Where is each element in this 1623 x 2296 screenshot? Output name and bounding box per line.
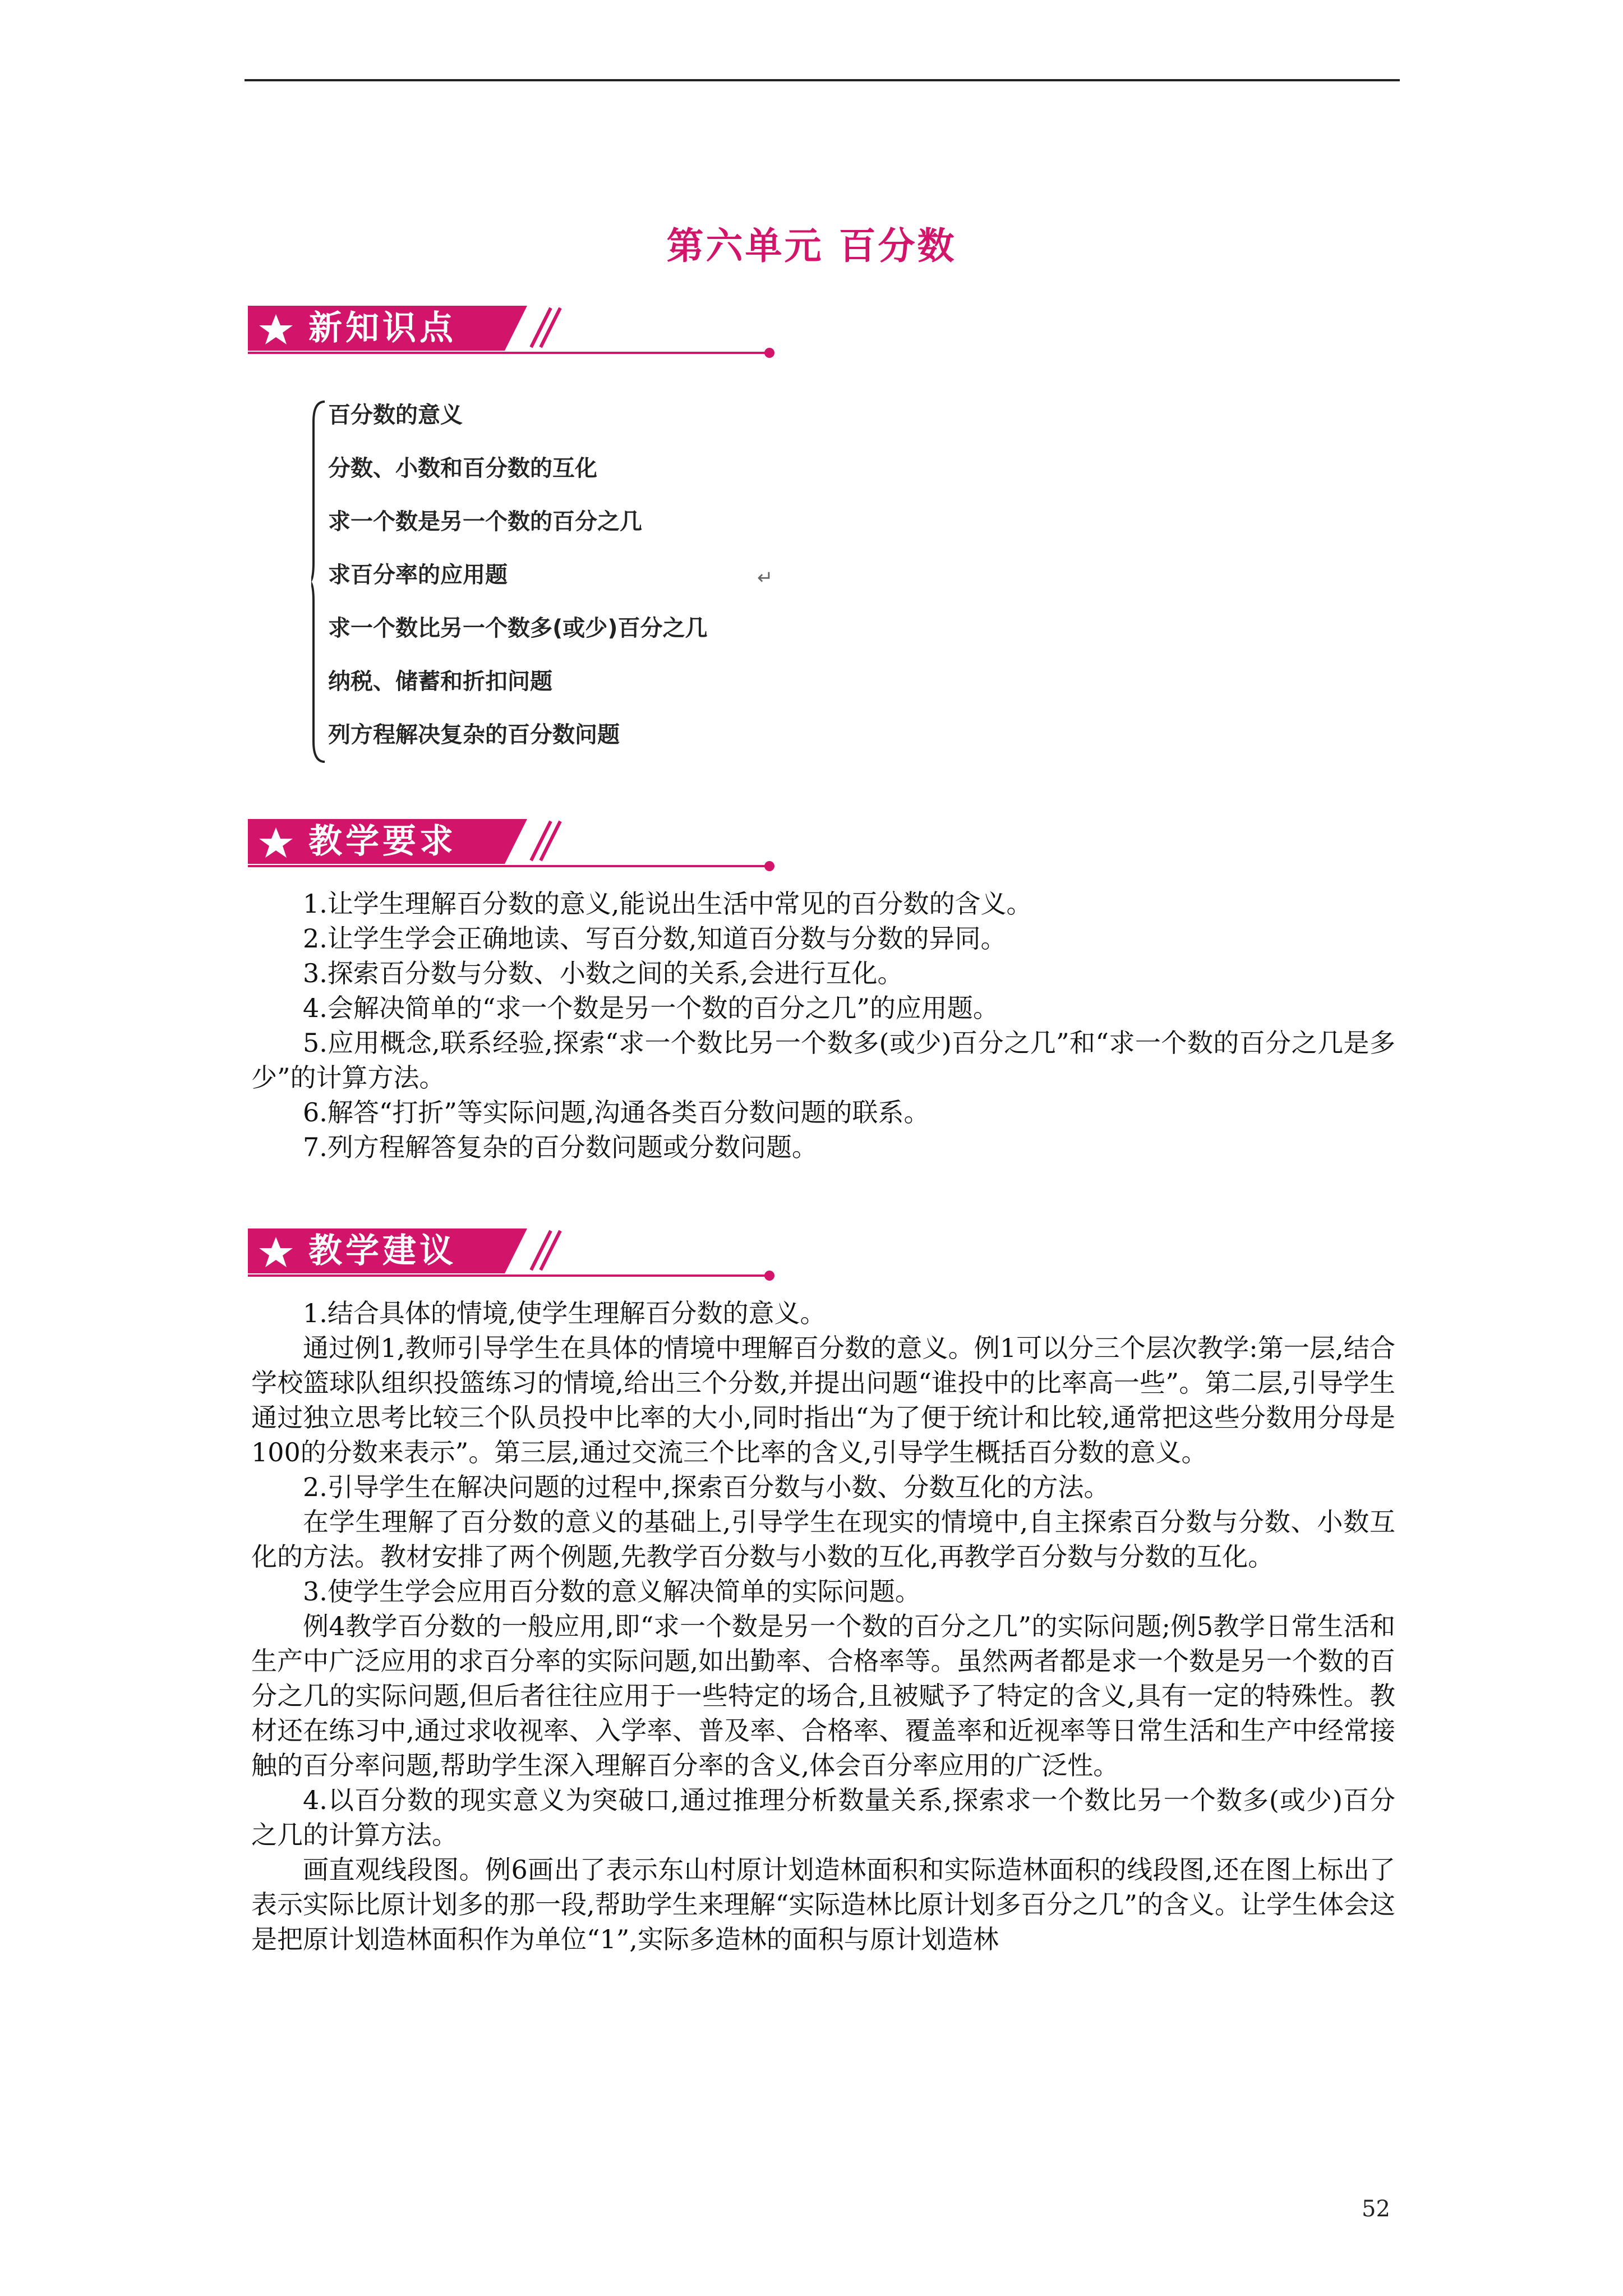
header-rule: [245, 79, 1400, 81]
section-header-new-knowledge: [248, 300, 781, 379]
suggestion-heading: 2.引导学生在解决问题的过程中,探索百分数与小数、分数互化的方法。: [303, 1472, 1110, 1502]
requirement-item: 6.解答“打折”等实际问题,沟通各类百分数问题的联系。: [303, 1097, 930, 1128]
knowledge-outline: [311, 399, 816, 764]
outline-item: 分数、小数和百分数的互化: [328, 455, 597, 481]
brace-icon: [311, 399, 327, 764]
suggestion-paragraph: 例4教学百分数的一般应用,即“求一个数是另一个数的百分之几”的实际问题;例5教学日常生活和生产中广泛应用的求百分率的实际问题,如出勤率、合格率等。虽然两者都是求一个数是另一个数的百分之几的实际问题,但后者往往应用于一些特定的场合,且被赋予了特定的含义,具有一定的特殊性。教材还在练习中,通过求收视率、入学率、普及率、合格率、覆盖率和近视率等日常生活和生产中经常接触的百分率问题,帮助学生深入理解百分率的含义,体会百分率应用的广泛性。: [251, 1611, 1395, 1780]
suggestion-heading: 4.以百分数的现实意义为突破口,通过推理分析数量关系,探索求一个数比另一个数多(或少)百分之几的计算方法。: [251, 1785, 1395, 1850]
suggestion-paragraph: 在学生理解了百分数的意义的基础上,引导学生在现实的情境中,自主探索百分数与分数、小数互化的方法。教材安排了两个例题,先教学百分数与小数的互化,再教学百分数与分数的互化。: [251, 1507, 1395, 1572]
requirement-item: 7.列方程解答复杂的百分数问题或分数问题。: [303, 1132, 818, 1162]
dot-icon: [764, 348, 774, 358]
outline-item: 求一个数是另一个数的百分之几: [328, 509, 642, 535]
requirement-item: 1.让学生理解百分数的意义,能说出生活中常见的百分数的含义。: [303, 889, 1032, 919]
outline-item: 求百分率的应用题: [328, 562, 508, 588]
requirements-list: [251, 886, 1395, 1165]
suggestion-paragraph: 画直观线段图。例6画出了表示东山村原计划造林面积和实际造林面积的线段图,还在图上标出了表示实际比原计划多的那一段,帮助学生来理解“实际造林比原计划多百分之几”的含义。让学生体会这是把原计划造林面积作为单位“1”,实际多造林的面积与原计划造林: [251, 1855, 1395, 1954]
section-title: 教学建议: [308, 1231, 457, 1271]
section-title: 教学要求: [308, 822, 457, 861]
requirement-item: 4.会解决简单的“求一个数是另一个数的百分之几”的应用题。: [303, 993, 999, 1023]
dot-icon: [764, 861, 774, 871]
return-arrow-icon: ↵: [757, 567, 773, 589]
outline-item: 纳税、储蓄和折扣问题: [328, 669, 552, 694]
suggestions-body: [251, 1296, 1395, 1957]
outline-item: 百分数的意义: [328, 402, 463, 428]
section-title: 新知识点: [308, 309, 457, 348]
section-header-teaching-requirements: [248, 813, 781, 892]
dot-icon: [764, 1271, 774, 1281]
requirement-item: 2.让学生学会正确地读、写百分数,知道百分数与分数的异同。: [303, 923, 1007, 954]
outline-item: 列方程解决复杂的百分数问题: [328, 722, 620, 748]
requirement-item: 5.应用概念,联系经验,探索“求一个数比另一个数多(或少)百分之几”和“求一个数的百分之几是多少”的计算方法。: [251, 1028, 1395, 1093]
requirement-item: 3.探索百分数与分数、小数之间的关系,会进行互化。: [303, 958, 903, 988]
page-number: 52: [1362, 2196, 1390, 2222]
suggestion-heading: 3.使学生学会应用百分数的意义解决简单的实际问题。: [303, 1576, 921, 1607]
section-header-teaching-suggestions: [248, 1223, 781, 1301]
suggestion-paragraph: 通过例1,教师引导学生在具体的情境中理解百分数的意义。例1可以分三个层次教学:第一层,结合学校篮球队组织投篮练习的情境,给出三个分数,并提出问题“谁投中的比率高一些”。第二层,引导学生通过独立思考比较三个队员投中比率的大小,同时指出“为了便于统计和比较,通常把这些分数用分母是100的分数来表示”。第三层,通过交流三个比率的含义,引导学生概括百分数的意义。: [251, 1333, 1395, 1467]
suggestion-heading: 1.结合具体的情境,使学生理解百分数的意义。: [303, 1298, 826, 1328]
page-title: 第六单元 百分数: [666, 224, 957, 268]
outline-item: 求一个数比另一个数多(或少)百分之几: [328, 615, 708, 641]
